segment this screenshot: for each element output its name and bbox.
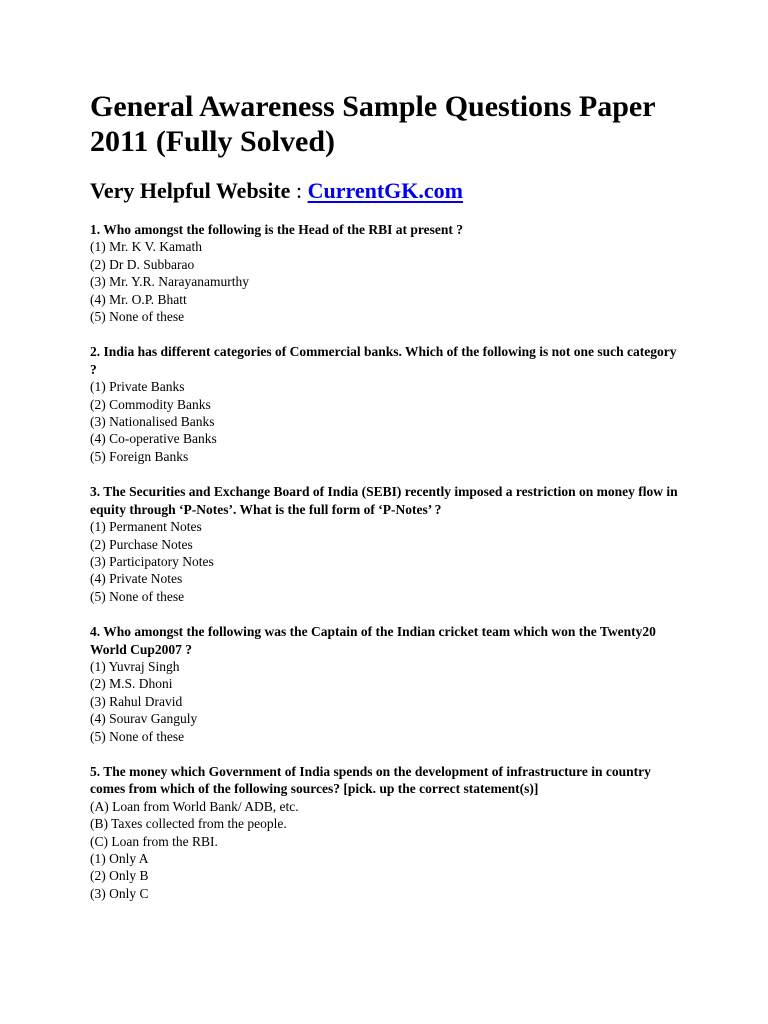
option: (B) Taxes collected from the people. — [90, 816, 287, 832]
option: (4) Mr. O.P. Bhatt — [90, 291, 187, 307]
option: (3) Participatory Notes — [90, 553, 214, 569]
options-list — [90, 378, 708, 465]
options-list — [90, 518, 708, 605]
question-text: 2. India has different categories of Commercial banks. Which of the following is not one such category ? — [90, 344, 677, 377]
questions-list — [90, 221, 708, 902]
option: (3) Only C — [90, 885, 149, 901]
option: (2) M.S. Dhoni — [90, 676, 173, 692]
option: (1) Mr. K V. Kamath — [90, 239, 202, 255]
option: (2) Only B — [90, 868, 149, 884]
option: (3) Rahul Dravid — [90, 693, 183, 709]
question-text: 3. The Securities and Exchange Board of India (SEBI) recently imposed a restriction on money flow in equity through ‘P-Notes’. What is the full form of ‘P-Notes’ ? — [90, 484, 678, 517]
question-3 — [90, 483, 708, 605]
option: (2) Commodity Banks — [90, 396, 211, 412]
option: (5) None of these — [90, 728, 185, 744]
subtitle-label: Very Helpful Website — [90, 178, 291, 203]
option: (2) Dr D. Subbarao — [90, 256, 195, 272]
document-title: General Awareness Sample Questions Paper 2011 (Fully Solved) — [90, 90, 655, 158]
question-4 — [90, 623, 708, 745]
options-list — [90, 798, 708, 902]
website-link[interactable]: CurrentGK.com — [307, 178, 463, 203]
option: (5) None of these — [90, 309, 185, 325]
subtitle — [90, 178, 708, 204]
subtitle-separator: : — [290, 178, 308, 203]
question-text: 5. The money which Government of India spends on the development of infrastructure in country comes from which of the following sources? [pick. up the correct statement(s)] — [90, 763, 651, 797]
option: (1) Yuvraj Singh — [90, 658, 180, 674]
options-list — [90, 238, 708, 325]
option: (2) Purchase Notes — [90, 536, 193, 552]
option: (4) Sourav Ganguly — [90, 711, 198, 727]
option: (1) Private Banks — [90, 379, 185, 395]
question-text: 1. Who amongst the following is the Head of the RBI at present ? — [90, 222, 464, 237]
option: (5) None of these — [90, 588, 185, 604]
options-list — [90, 658, 708, 745]
option: (4) Private Notes — [90, 571, 183, 587]
option: (4) Co-operative Banks — [90, 431, 217, 447]
question-1 — [90, 221, 708, 325]
option: (3) Mr. Y.R. Narayanamurthy — [90, 274, 249, 290]
question-text: 4. Who amongst the following was the Captain of the Indian cricket team which won the Twenty20 World Cup2007 ? — [90, 624, 656, 657]
option: (1) Permanent Notes — [90, 519, 202, 535]
question-5 — [90, 763, 708, 902]
option: (3) Nationalised Banks — [90, 414, 215, 430]
option: (5) Foreign Banks — [90, 448, 189, 464]
option: (A) Loan from World Bank/ ADB, etc. — [90, 798, 299, 814]
option: (C) Loan from the RBI. — [90, 833, 218, 849]
question-2 — [90, 343, 708, 465]
option: (1) Only A — [90, 851, 149, 866]
